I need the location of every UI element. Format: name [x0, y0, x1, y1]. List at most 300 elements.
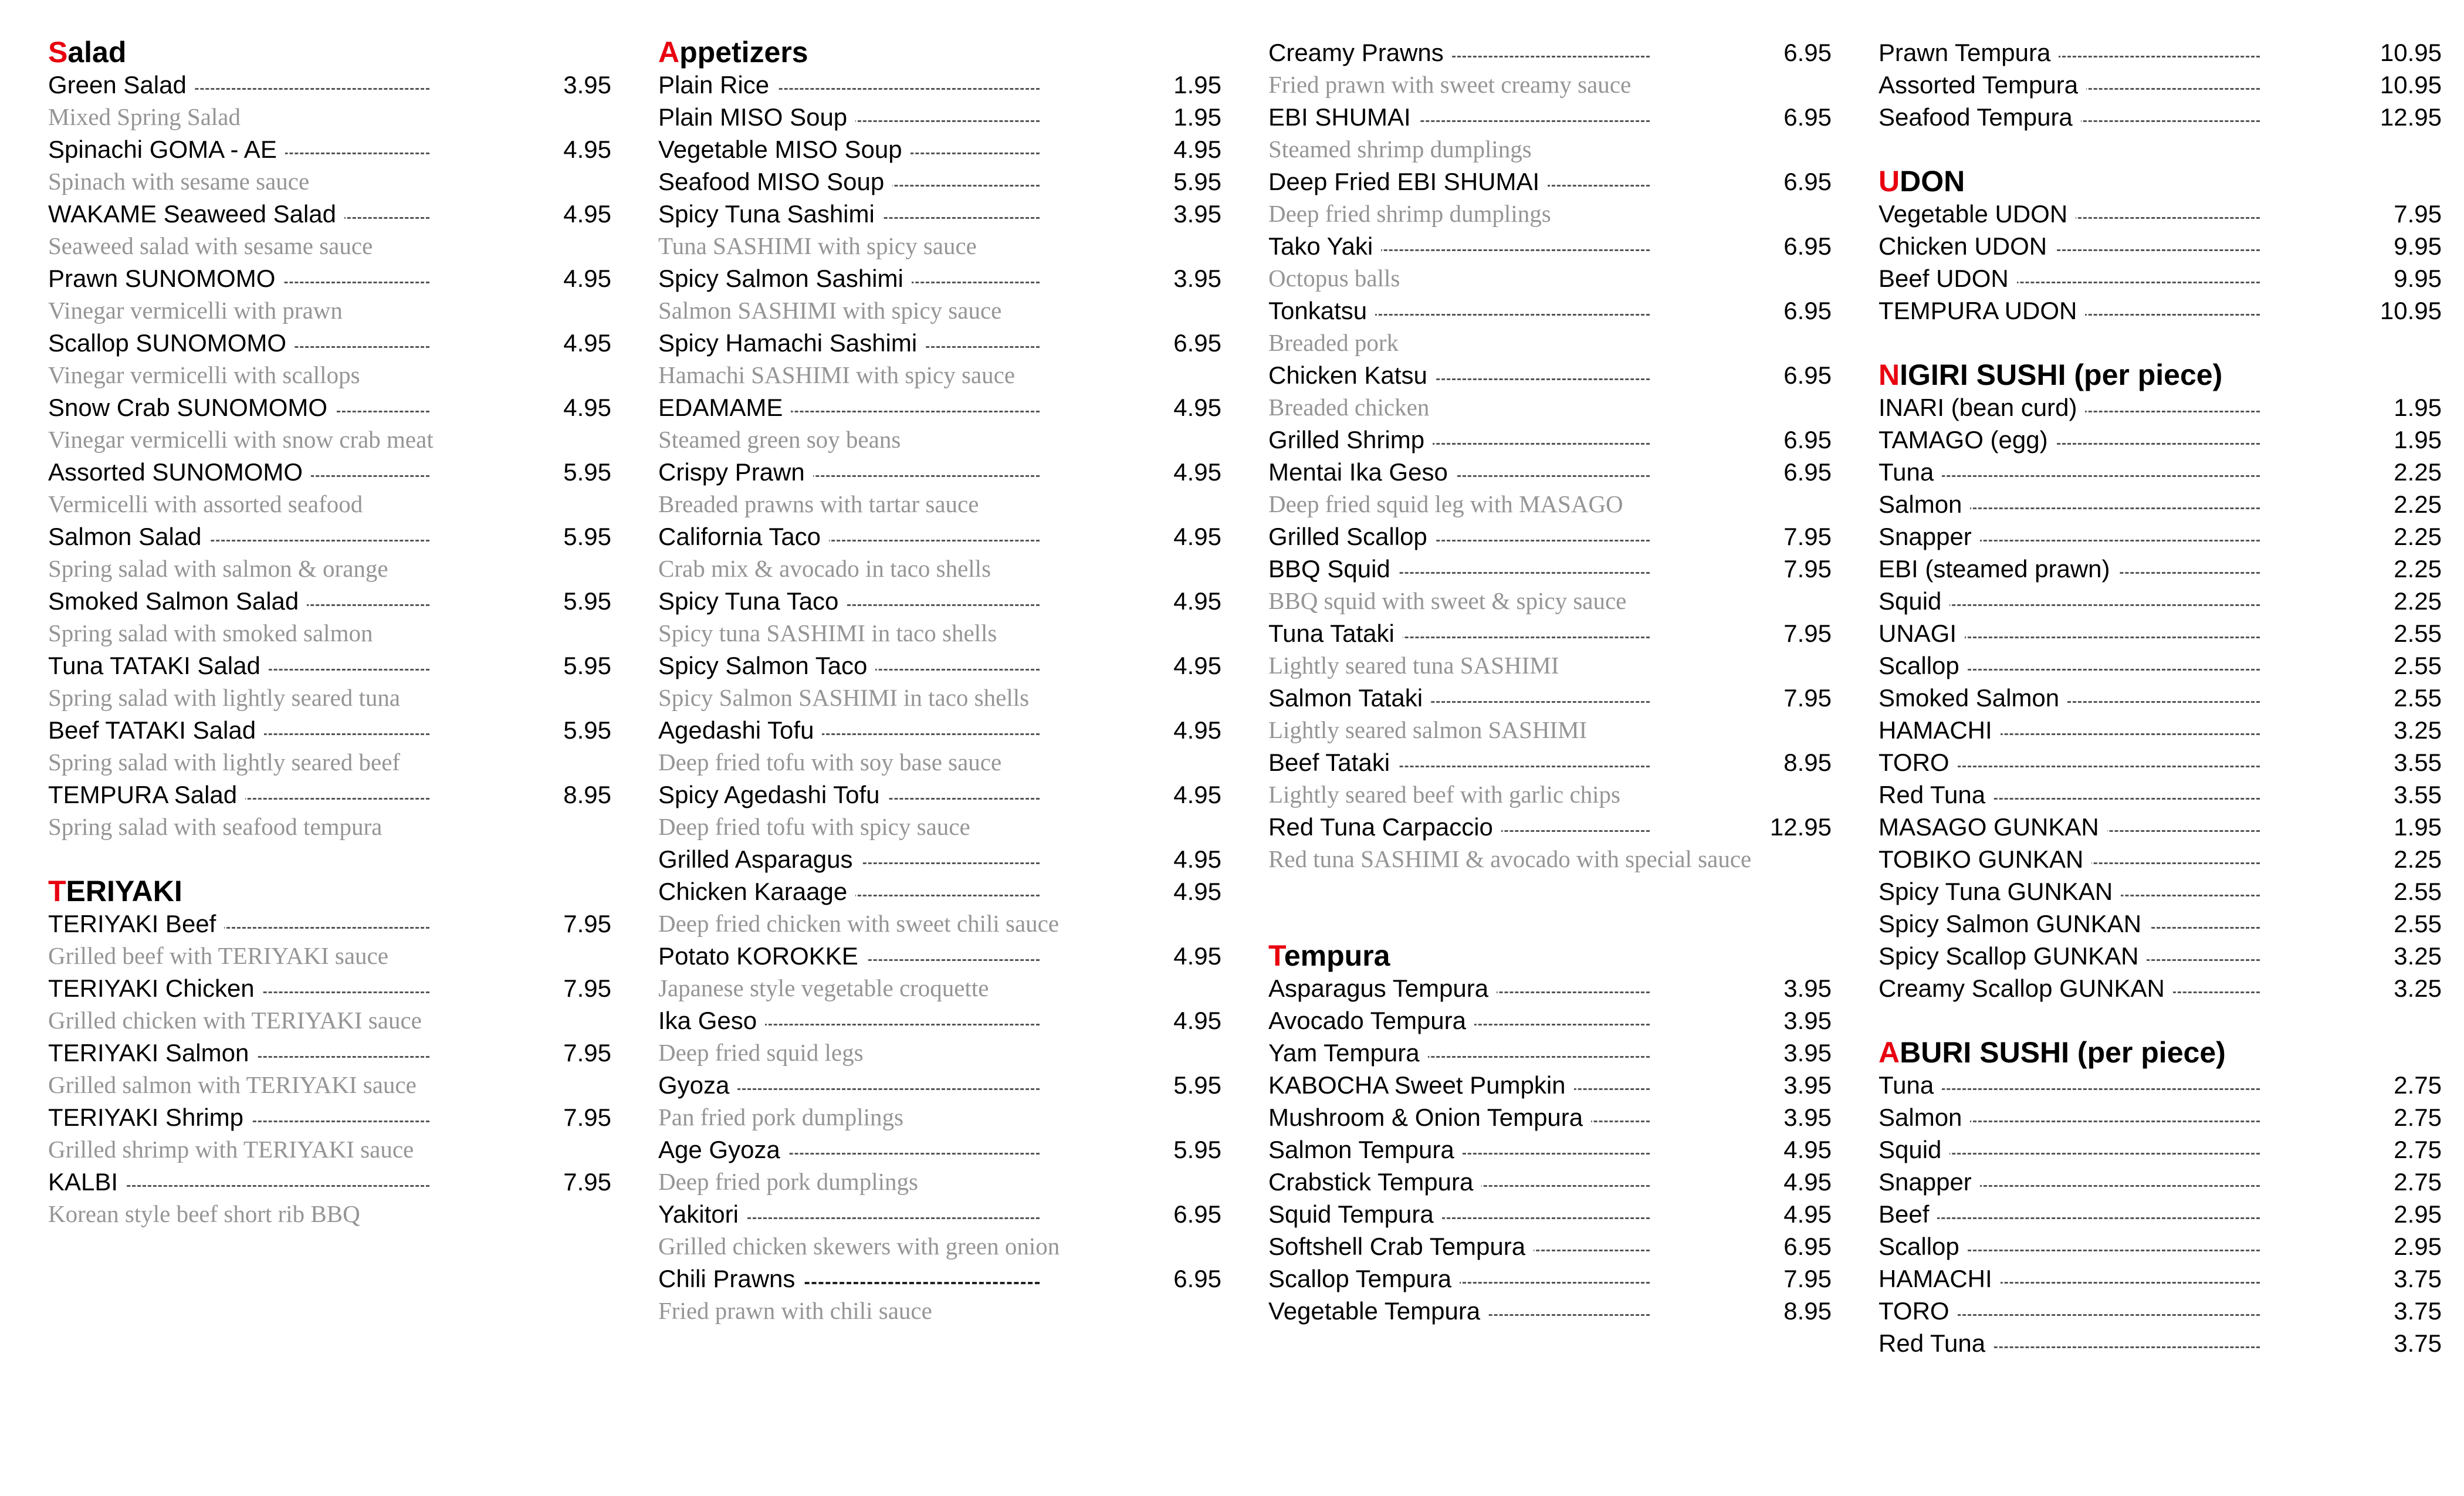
item-name: HAMACHI — [1879, 714, 2001, 746]
item-price: 4.95 — [1173, 394, 1221, 421]
item-description: Fried prawn with chili sauce — [658, 1297, 932, 1324]
item-name: Beef UDON — [1879, 262, 2017, 295]
item-name: TEMPURA UDON — [1879, 295, 2085, 327]
item-price: 12.95 — [1769, 813, 1832, 841]
item-price: 2.25 — [2394, 555, 2442, 583]
item-price: 2.55 — [2394, 620, 2442, 647]
item-price: 5.95 — [563, 523, 611, 550]
item-description: Salmon SASHIMI with spicy sauce — [658, 297, 1002, 324]
menu-item — [1268, 811, 1832, 843]
spacer — [48, 843, 611, 875]
item-name: Salmon — [1879, 488, 1970, 520]
item-description: Breaded chicken — [1268, 394, 1430, 421]
item-price: 3.95 — [563, 71, 611, 99]
item-price: 2.25 — [2394, 845, 2442, 873]
item-price: 2.55 — [2394, 652, 2442, 679]
item-name: Red Tuna — [1879, 1327, 1993, 1359]
section-heading — [658, 36, 1221, 69]
item-description: Vinegar vermicelli with prawn — [48, 297, 343, 324]
item-name: Spicy Salmon GUNKAN — [1879, 908, 2150, 940]
menu-item — [658, 520, 1221, 553]
item-name: Vegetable MISO Soup — [658, 133, 911, 165]
menu-item — [658, 327, 1221, 359]
menu-item — [1879, 424, 2442, 456]
heading-initial: U — [1879, 165, 1900, 198]
section-heading — [48, 36, 611, 69]
item-name: Tonkatsu — [1268, 295, 1375, 327]
menu-item — [1268, 682, 1832, 714]
item-price: 4.95 — [1783, 1200, 1832, 1228]
heading-rest: BURI SUSHI (per piece) — [1900, 1036, 2226, 1069]
menu-item — [1879, 779, 2442, 811]
item-name: Grilled Shrimp — [1268, 424, 1433, 456]
menu-item — [658, 1004, 1221, 1037]
menu-item — [1268, 165, 1832, 198]
item-price: 7.95 — [563, 1168, 611, 1196]
item-price: 3.75 — [2394, 1297, 2442, 1325]
menu-item — [1268, 424, 1832, 456]
menu-item — [1879, 101, 2442, 133]
item-description: Crab mix & avocado in taco shells — [658, 555, 991, 582]
item-price: 2.25 — [2394, 490, 2442, 518]
item-price: 2.75 — [2394, 1168, 2442, 1196]
menu-item — [1268, 1166, 1832, 1198]
section-appetizers — [658, 36, 1221, 1327]
menu-item — [48, 520, 611, 553]
item-name: Spicy Tuna Taco — [658, 585, 847, 617]
menu-item — [1268, 295, 1832, 327]
spacer — [1879, 1004, 2442, 1037]
menu-item — [658, 456, 1221, 488]
item-name: Seafood MISO Soup — [658, 165, 892, 198]
item-price: 1.95 — [2394, 426, 2442, 453]
menu-item — [1879, 875, 2442, 908]
item-price: 6.95 — [1783, 458, 1832, 486]
item-price: 4.95 — [1173, 587, 1221, 615]
item-price: 7.95 — [1783, 1265, 1832, 1292]
menu-item — [1268, 617, 1832, 649]
item-price: 7.95 — [563, 1039, 611, 1067]
item-price: 6.95 — [1783, 232, 1832, 260]
item-name: Mentai Ika Geso — [1268, 456, 1456, 488]
menu-item — [658, 779, 1221, 811]
menu-item — [1879, 230, 2442, 262]
item-description: BBQ squid with sweet & spicy sauce — [1268, 587, 1627, 614]
item-name: Squid Tempura — [1268, 1198, 1442, 1230]
item-price: 3.95 — [1783, 974, 1832, 1002]
column-3 — [1268, 36, 1832, 1327]
section-tempura-continued — [1879, 36, 2442, 133]
section-nigiri — [1879, 359, 2442, 1004]
item-name: Salmon — [1879, 1101, 1970, 1133]
menu-item — [48, 908, 611, 940]
item-name: WAKAME Seaweed Salad — [48, 198, 344, 230]
item-price: 10.95 — [2380, 71, 2442, 99]
item-name: Beef Tataki — [1268, 746, 1398, 779]
item-description: Breaded prawns with tartar sauce — [658, 490, 979, 517]
item-name: Grilled Asparagus — [658, 843, 861, 875]
section-aburi — [1879, 1037, 2442, 1359]
item-price: 9.95 — [2394, 265, 2442, 292]
item-price: 4.95 — [1173, 878, 1221, 905]
item-description: Pan fried pork dumplings — [658, 1104, 903, 1131]
item-description: Grilled salmon with TERIYAKI sauce — [48, 1071, 417, 1098]
section-heading — [1879, 1037, 2442, 1069]
menu-item — [1268, 36, 1832, 69]
item-price: 5.95 — [563, 458, 611, 486]
item-price: 5.95 — [563, 587, 611, 615]
item-description: Vinegar vermicelli with scallops — [48, 361, 360, 388]
item-price: 8.95 — [1783, 749, 1832, 776]
item-name: Vegetable Tempura — [1268, 1295, 1488, 1327]
item-name: Tuna — [1879, 456, 1942, 488]
item-name: Tuna TATAKI Salad — [48, 649, 269, 682]
menu-item — [48, 198, 611, 230]
item-name: UNAGI — [1879, 617, 1965, 649]
menu-item — [658, 391, 1221, 424]
item-price: 7.95 — [1783, 523, 1832, 550]
item-name: TEMPURA Salad — [48, 779, 245, 811]
menu-item — [48, 262, 611, 295]
item-price: 7.95 — [563, 1104, 611, 1131]
item-price: 3.95 — [1783, 1104, 1832, 1131]
item-name: Beef — [1879, 1198, 1937, 1230]
heading-rest: empura — [1284, 939, 1390, 972]
item-name: Salmon Salad — [48, 520, 210, 553]
menu-item — [658, 1069, 1221, 1101]
item-name: Spicy Tuna Sashimi — [658, 198, 883, 230]
section-udon — [1879, 165, 2442, 327]
item-price: 2.55 — [2394, 684, 2442, 712]
menu-item — [48, 69, 611, 101]
item-name: Creamy Scallop GUNKAN — [1879, 972, 2173, 1004]
item-name: California Taco — [658, 520, 829, 553]
item-price: 10.95 — [2380, 39, 2442, 66]
item-description: Steamed green soy beans — [658, 426, 901, 453]
menu-item — [1879, 1263, 2442, 1295]
item-description: Spring salad with lightly seared tuna — [48, 684, 401, 711]
item-name: Crispy Prawn — [658, 456, 813, 488]
heading-initial: A — [658, 36, 680, 69]
item-price: 4.95 — [1173, 1007, 1221, 1034]
menu-item — [1268, 1069, 1832, 1101]
item-price: 2.25 — [2394, 587, 2442, 615]
heading-initial: T — [48, 875, 66, 908]
item-price: 10.95 — [2380, 297, 2442, 324]
item-name: Vegetable UDON — [1879, 198, 2076, 230]
item-price: 4.95 — [1173, 845, 1221, 873]
menu-item — [1879, 69, 2442, 101]
item-price: 6.95 — [1783, 297, 1832, 324]
menu-item — [1879, 36, 2442, 69]
item-price: 3.55 — [2394, 749, 2442, 776]
item-price: 12.95 — [2380, 103, 2442, 131]
item-description: Lightly seared tuna SASHIMI — [1268, 652, 1559, 679]
menu-item — [1268, 359, 1832, 391]
menu-item — [1879, 1069, 2442, 1101]
menu-item — [658, 133, 1221, 165]
menu-item — [1879, 811, 2442, 843]
menu-item — [1879, 520, 2442, 553]
menu-item — [1268, 1004, 1832, 1037]
item-description: Deep fried tofu with soy base sauce — [658, 749, 1002, 776]
item-name: Chicken Karaage — [658, 875, 855, 908]
item-name: Prawn SUNOMOMO — [48, 262, 283, 295]
item-description: Octopus balls — [1268, 265, 1400, 292]
section-teriyaki — [48, 875, 611, 1230]
item-name: Spicy Hamachi Sashimi — [658, 327, 925, 359]
heading-rest: DON — [1900, 165, 1965, 198]
menu-item — [1879, 1133, 2442, 1166]
menu-item — [658, 843, 1221, 875]
item-description: Tuna SASHIMI with spicy sauce — [658, 232, 977, 259]
item-description: Lightly seared beef with garlic chips — [1268, 781, 1620, 808]
item-price: 1.95 — [1173, 103, 1221, 131]
heading-initial: T — [1268, 939, 1284, 972]
item-name: MASAGO GUNKAN — [1879, 811, 2107, 843]
item-description: Lightly seared salmon SASHIMI — [1268, 716, 1588, 743]
item-name: Chili Prawns — [658, 1263, 803, 1295]
item-name: Snapper — [1879, 1166, 1980, 1198]
item-price: 8.95 — [1783, 1297, 1832, 1325]
item-name: Deep Fried EBI SHUMAI — [1268, 165, 1548, 198]
item-price: 6.95 — [1783, 426, 1832, 453]
item-name: TERIYAKI Beef — [48, 908, 224, 940]
menu-item — [48, 585, 611, 617]
menu-item — [658, 1263, 1221, 1295]
item-name: Green Salad — [48, 69, 195, 101]
menu-item — [1268, 456, 1832, 488]
menu-item — [48, 714, 611, 746]
item-name: Red Tuna Carpaccio — [1268, 811, 1501, 843]
item-name: KABOCHA Sweet Pumpkin — [1268, 1069, 1574, 1101]
menu-item — [1268, 101, 1832, 133]
item-name: KALBI — [48, 1166, 126, 1198]
item-description: Deep fried shrimp dumplings — [1268, 200, 1551, 227]
item-price: 7.95 — [563, 974, 611, 1002]
menu-item — [48, 1166, 611, 1198]
menu-item — [658, 940, 1221, 972]
item-name: Ika Geso — [658, 1004, 765, 1037]
item-name: Salmon Tataki — [1268, 682, 1431, 714]
item-price: 8.95 — [563, 781, 611, 808]
item-name: Agedashi Tofu — [658, 714, 822, 746]
item-price: 3.25 — [2394, 974, 2442, 1002]
item-price: 5.95 — [563, 652, 611, 679]
column-4 — [1879, 36, 2442, 1359]
item-description: Deep fried squid leg with MASAGO — [1268, 490, 1623, 517]
item-name: Squid — [1879, 585, 1949, 617]
item-name: TERIYAKI Salmon — [48, 1037, 257, 1069]
item-price: 3.75 — [2394, 1265, 2442, 1292]
menu-item — [1879, 1166, 2442, 1198]
heading-rest: ppetizers — [679, 36, 808, 69]
item-name: INARI (bean curd) — [1879, 391, 2085, 424]
item-price: 6.95 — [1783, 361, 1832, 389]
menu-item — [48, 456, 611, 488]
menu-item — [1879, 714, 2442, 746]
item-price: 2.25 — [2394, 458, 2442, 486]
menu-item — [1879, 198, 2442, 230]
item-price: 2.55 — [2394, 878, 2442, 905]
menu-item — [1268, 520, 1832, 553]
item-price: 7.95 — [563, 910, 611, 937]
column-1 — [48, 36, 611, 1230]
item-name: Squid — [1879, 1133, 1949, 1166]
item-name: Assorted SUNOMOMO — [48, 456, 311, 488]
item-price: 5.95 — [1173, 1071, 1221, 1099]
section-heading — [1879, 359, 2442, 391]
heading-rest: alad — [67, 36, 127, 69]
item-name: TAMAGO (egg) — [1879, 424, 2056, 456]
item-description: Japanese style vegetable croquette — [658, 974, 989, 1001]
item-name: Scallop Tempura — [1268, 1263, 1460, 1295]
item-price: 3.95 — [1173, 265, 1221, 292]
section-tempura — [1268, 940, 1832, 1327]
item-name: Plain Rice — [658, 69, 777, 101]
item-price: 4.95 — [1173, 458, 1221, 486]
item-description: Deep fried squid legs — [658, 1039, 864, 1066]
item-name: Creamy Prawns — [1268, 36, 1452, 69]
item-name: Mushroom & Onion Tempura — [1268, 1101, 1591, 1133]
spacer — [1879, 133, 2442, 165]
menu-item — [658, 101, 1221, 133]
item-price: 4.95 — [1783, 1168, 1832, 1196]
item-name: Snow Crab SUNOMOMO — [48, 391, 336, 424]
menu-item — [1879, 649, 2442, 682]
item-name: EBI (steamed prawn) — [1879, 553, 2118, 585]
item-description: Spring salad with seafood tempura — [48, 813, 383, 840]
item-description: Breaded pork — [1268, 329, 1399, 356]
item-price: 1.95 — [1173, 71, 1221, 99]
section-heading — [48, 875, 611, 908]
item-description: Deep fried chicken with sweet chili sauce — [658, 910, 1060, 937]
item-name: Spicy Salmon Sashimi — [658, 262, 912, 295]
item-price: 7.95 — [1783, 684, 1832, 712]
item-price: 4.95 — [563, 200, 611, 228]
spacer — [1268, 875, 1832, 940]
item-price: 2.55 — [2394, 910, 2442, 937]
item-name: TERIYAKI Chicken — [48, 972, 263, 1004]
menu-item — [48, 327, 611, 359]
menu-item — [1879, 908, 2442, 940]
item-name: Tuna — [1879, 1069, 1942, 1101]
item-price: 3.25 — [2394, 716, 2442, 744]
heading-initial: N — [1879, 358, 1900, 391]
item-price: 1.95 — [2394, 394, 2442, 421]
item-price: 3.25 — [2394, 942, 2442, 970]
column-2 — [658, 36, 1221, 1327]
item-price: 3.75 — [2394, 1329, 2442, 1357]
spacer — [1879, 327, 2442, 359]
menu-item — [1879, 940, 2442, 972]
item-name: Spicy Agedashi Tofu — [658, 779, 888, 811]
menu-item — [1268, 230, 1832, 262]
item-price: 7.95 — [1783, 620, 1832, 647]
item-description: Grilled shrimp with TERIYAKI sauce — [48, 1136, 414, 1163]
item-description: Hamachi SASHIMI with spicy sauce — [658, 361, 1016, 388]
item-price: 4.95 — [1173, 523, 1221, 550]
menu-item — [658, 714, 1221, 746]
menu-item — [1879, 1198, 2442, 1230]
item-name: Prawn Tempura — [1879, 36, 2059, 69]
item-price: 5.95 — [1173, 168, 1221, 195]
item-description: Spinach with sesame sauce — [48, 168, 310, 195]
item-price: 1.95 — [2394, 813, 2442, 841]
item-price: 2.95 — [2394, 1233, 2442, 1260]
menu-item — [1879, 553, 2442, 585]
heading-rest: ERIYAKI — [66, 875, 182, 908]
menu-item — [48, 133, 611, 165]
item-description: Deep fried pork dumplings — [658, 1168, 918, 1195]
item-name: Chicken Katsu — [1268, 359, 1436, 391]
menu-item — [1879, 585, 2442, 617]
item-name: Spicy Scallop GUNKAN — [1879, 940, 2147, 972]
item-description: Spring salad with salmon & orange — [48, 555, 388, 582]
item-name: Tuna Tataki — [1268, 617, 1403, 649]
item-name: Age Gyoza — [658, 1133, 788, 1166]
item-name: TORO — [1879, 1295, 1958, 1327]
item-description: Grilled beef with TERIYAKI sauce — [48, 942, 388, 969]
menu-item — [1268, 1198, 1832, 1230]
item-name: Red Tuna — [1879, 779, 1993, 811]
item-description: Deep fried tofu with spicy sauce — [658, 813, 970, 840]
item-price: 2.25 — [2394, 523, 2442, 550]
item-description: Mixed Spring Salad — [48, 103, 241, 130]
item-name: Asparagus Tempura — [1268, 972, 1497, 1004]
item-name: Plain MISO Soup — [658, 101, 855, 133]
item-price: 2.75 — [2394, 1136, 2442, 1163]
item-name: EBI SHUMAI — [1268, 101, 1419, 133]
item-price: 6.95 — [1173, 329, 1221, 357]
menu-item — [1879, 746, 2442, 779]
item-name: Smoked Salmon Salad — [48, 585, 307, 617]
menu-item — [1268, 1133, 1832, 1166]
item-description: Korean style beef short rib BBQ — [48, 1200, 360, 1227]
menu-item — [1879, 682, 2442, 714]
menu-item — [1879, 972, 2442, 1004]
item-price: 6.95 — [1783, 103, 1832, 131]
item-description: Spring salad with lightly seared beef — [48, 749, 401, 776]
menu-item — [1268, 972, 1832, 1004]
section-heading — [1268, 940, 1832, 972]
item-name: Seafood Tempura — [1879, 101, 2081, 133]
item-name: Scallop SUNOMOMO — [48, 327, 295, 359]
item-name: Spinachi GOMA - AE — [48, 133, 285, 165]
menu-item — [1268, 1263, 1832, 1295]
item-description: Spicy tuna SASHIMI in taco shells — [658, 620, 997, 647]
heading-rest: IGIRI SUSHI (per piece) — [1900, 358, 2223, 391]
menu-item — [48, 391, 611, 424]
menu-item — [658, 649, 1221, 682]
menu-item — [1268, 1230, 1832, 1263]
item-price: 3.55 — [2394, 781, 2442, 808]
section-appetizers-continued — [1268, 36, 1832, 875]
item-price: 3.95 — [1783, 1071, 1832, 1099]
menu-item — [48, 649, 611, 682]
item-price: 6.95 — [1783, 1233, 1832, 1260]
item-name: TORO — [1879, 746, 1958, 779]
menu-item — [658, 69, 1221, 101]
item-price: 2.75 — [2394, 1104, 2442, 1131]
item-price: 5.95 — [1173, 1136, 1221, 1163]
item-description: Vinegar vermicelli with snow crab meat — [48, 426, 434, 453]
item-name: Avocado Tempura — [1268, 1004, 1474, 1037]
item-price: 7.95 — [2394, 200, 2442, 228]
item-name: Yam Tempura — [1268, 1037, 1428, 1069]
item-price: 3.95 — [1783, 1007, 1832, 1034]
menu-item — [1879, 843, 2442, 875]
